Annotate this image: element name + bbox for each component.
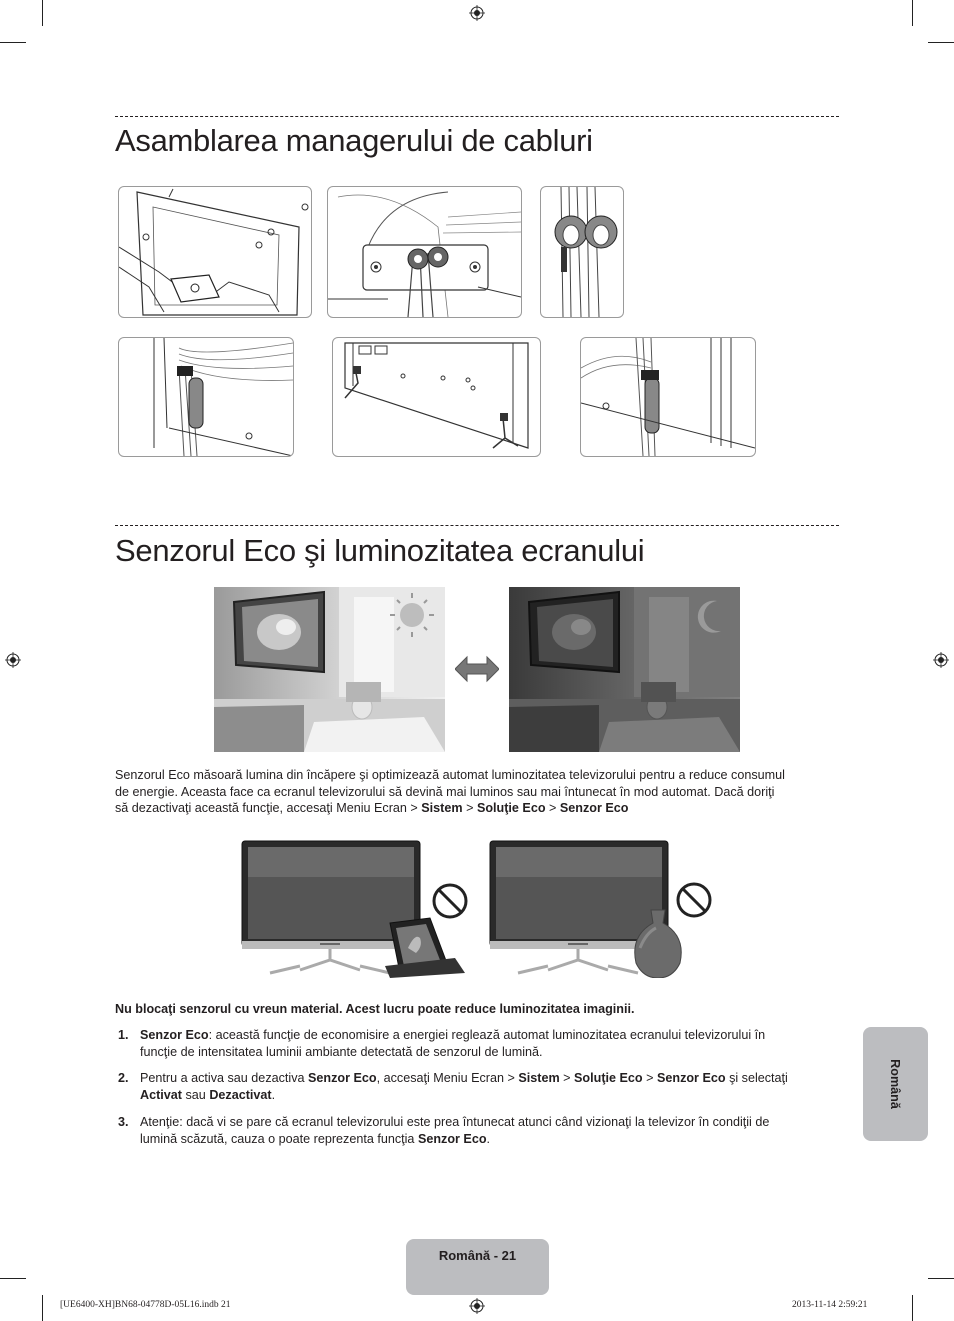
section-divider [115, 116, 839, 117]
item-line: lumină scăzută, cauza o poate reprezenta funcţia [140, 1131, 415, 1146]
bold-term: Senzor Eco [140, 1028, 209, 1042]
bold-term: Sistem [518, 1071, 560, 1085]
registration-mark-icon [5, 652, 21, 668]
registration-mark-icon [469, 1298, 485, 1314]
list-item [115, 1114, 839, 1148]
crop-mark [0, 1278, 26, 1279]
crop-mark [0, 42, 26, 43]
registration-mark-icon [933, 652, 949, 668]
illustration-stand-back [118, 186, 312, 318]
item-line: : această funcţie de economisire a energiei reglează automat luminozitatea ecranului televizorului în [208, 1028, 766, 1042]
description-line: de energie. Aceasta face ca ecranul televizorului să devină mai luminos sau mai întunecat în mod automat. Dacă doriţi [115, 784, 775, 799]
crop-mark [928, 42, 954, 43]
item-text [140, 1027, 837, 1060]
illustration-tv-blocked-by-vase [488, 838, 718, 978]
crop-mark [912, 0, 913, 26]
menu-separator: > [563, 1071, 571, 1085]
list-item [115, 1027, 839, 1061]
section-title-eco-sensor: Senzorul Eco şi luminozitatea ecranului [115, 533, 645, 568]
item-number: 2. [118, 1071, 129, 1085]
bold-term: Activat [140, 1087, 182, 1102]
crop-mark [42, 0, 43, 26]
footer-timestamp: 2013-11-14 2:59:21 [792, 1300, 868, 1310]
bold-term: Senzor Eco [308, 1071, 377, 1085]
crop-mark [928, 1278, 954, 1279]
item-text [140, 1070, 837, 1103]
double-arrow-icon [455, 655, 499, 683]
illustration-cables-right-leg [580, 337, 756, 457]
illustration-cable-clip-detail [540, 186, 624, 318]
item-line: . [271, 1087, 276, 1102]
crop-mark [912, 1295, 913, 1321]
bold-term: Dezactivat [209, 1087, 272, 1102]
item-number: 1. [118, 1028, 129, 1042]
illustration-tv-back-overview [332, 337, 541, 457]
language-side-tab [863, 1027, 928, 1141]
bold-term: Soluţie Eco [574, 1071, 643, 1085]
item-line: şi selectaţi [729, 1071, 788, 1085]
menu-separator: > [466, 801, 474, 816]
illustration-cables-left-leg [118, 337, 294, 457]
item-text [140, 1114, 837, 1147]
item-line: sau [185, 1087, 206, 1102]
menu-path-sistem: Sistem [421, 801, 463, 816]
item-line: funcţie de intensitatea luminii ambiante detectată de senzorul de lumină. [140, 1044, 543, 1059]
crop-mark [42, 1295, 43, 1321]
menu-path-solutie-eco: Soluţie Eco [476, 801, 546, 816]
item-line: , accesaţi Meniu Ecran > [376, 1071, 515, 1085]
photo-dark-room [509, 587, 740, 752]
page-number-label: Română - 21 [438, 1248, 517, 1263]
eco-sensor-description [115, 767, 839, 817]
footer-file-info: [UE6400-XH]BN68-04778D-05L16.indb 21 [60, 1300, 231, 1310]
section-divider [115, 525, 839, 526]
item-line: . [486, 1131, 491, 1146]
illustration-cable-holder-closeup [327, 186, 522, 318]
description-text: să dezactivaţi această funcţie, accesaţi Meniu Ecran > [115, 801, 418, 816]
menu-path-senzor-eco: Senzor Eco [559, 801, 629, 816]
item-number: 3. [118, 1115, 129, 1129]
language-tab-label: Română [888, 1059, 903, 1109]
list-item [115, 1070, 839, 1104]
bold-term: Senzor Eco [656, 1071, 726, 1085]
warning-text: Nu blocaţi senzorul cu vreun material. Acest lucru poate reduce luminozitatea imaginii. [115, 1002, 635, 1016]
description-line: Senzorul Eco măsoară lumina din încăpere şi optimizează automat luminozitatea televizorului pentru a reduce consumul [115, 768, 785, 782]
menu-separator: > [646, 1071, 654, 1085]
item-line: Atenţie: dacă vi se pare că ecranul televizorului este prea întunecat atunci când vizionaţi la televizor în condiţii de [140, 1115, 770, 1129]
page-number-box [406, 1239, 549, 1295]
bold-term: Senzor Eco [417, 1131, 487, 1146]
menu-separator: > [549, 801, 557, 816]
item-line: Pentru a activa sau dezactiva [140, 1071, 305, 1085]
registration-mark-icon [469, 5, 485, 21]
photo-bright-room [214, 587, 445, 752]
description-line [115, 800, 839, 817]
section-title-cable-manager: Asamblarea managerului de cabluri [115, 123, 593, 158]
illustration-tv-blocked-by-frame [240, 838, 470, 978]
